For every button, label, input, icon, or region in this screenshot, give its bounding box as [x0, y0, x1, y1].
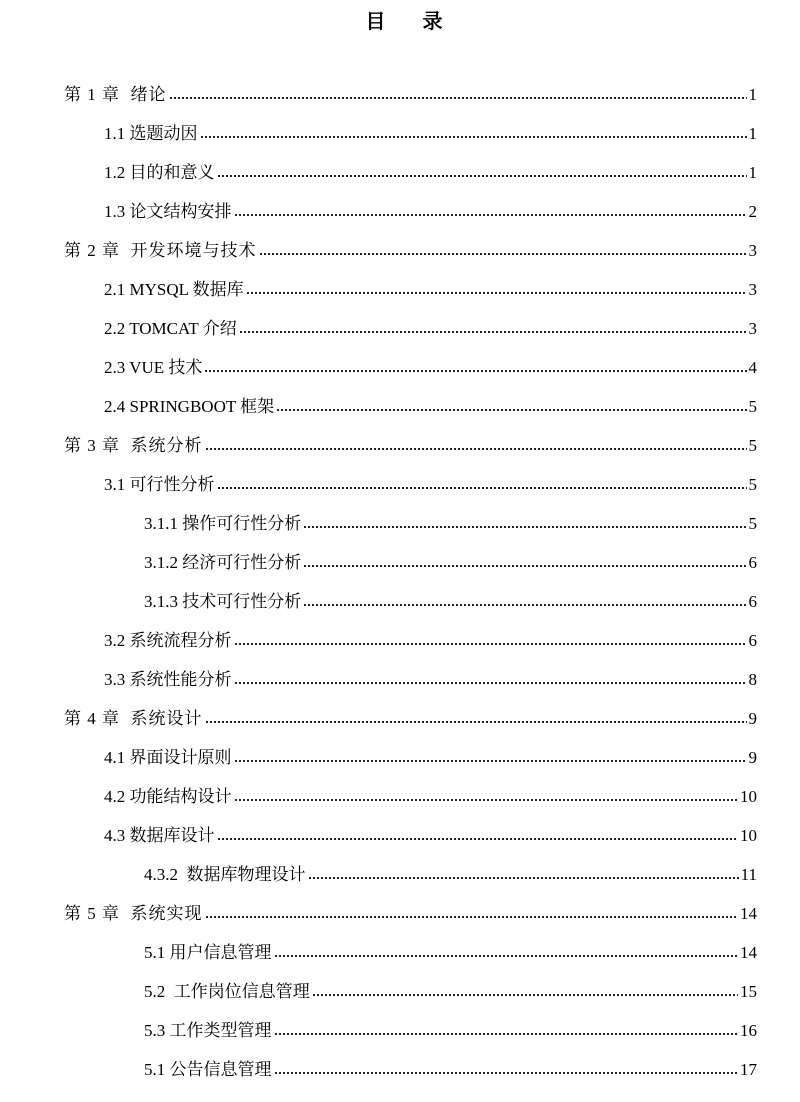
toc-entry-page: 1: [748, 124, 757, 143]
dot-leader: [205, 914, 739, 920]
dot-leader: [217, 485, 747, 491]
dot-leader: [312, 992, 738, 998]
toc-entry-label: 3.1 可行性分析: [104, 475, 215, 494]
toc-entry-3-1-3[interactable]: [0, 582, 800, 621]
toc-entry-page: 14: [740, 904, 757, 923]
toc-entry-label: 第 2 章 开发环境与技术: [64, 241, 257, 260]
toc-entry-label: 1.3 论文结构安排: [104, 202, 232, 221]
toc-entry-page: 15: [740, 982, 757, 1001]
dot-leader: [303, 602, 746, 608]
toc-entry-2-2[interactable]: [0, 309, 800, 348]
toc-entry-page: 6: [748, 553, 757, 572]
dot-leader: [259, 251, 747, 257]
toc-entry-label: 3.1.1 操作可行性分析: [144, 514, 302, 533]
toc-entry-label: 第 4 章 系统设计: [64, 709, 203, 728]
toc-entry-page: 1: [748, 85, 757, 104]
toc-entry-3-1-2[interactable]: [0, 543, 800, 582]
toc-entry-1-3[interactable]: [0, 192, 800, 231]
dot-leader: [205, 719, 747, 725]
toc-entry-ch2[interactable]: [0, 231, 800, 270]
toc-entry-label: 5.1 用户信息管理: [144, 943, 272, 962]
toc-entry-page: 3: [748, 241, 757, 260]
toc-entry-page: 1: [748, 163, 757, 182]
toc-entry-3-3[interactable]: [0, 660, 800, 699]
toc-entry-label: 5.2 工作岗位信息管理: [144, 982, 310, 1001]
dot-leader: [204, 368, 746, 374]
toc-entry-page: 2: [748, 202, 757, 221]
dot-leader: [239, 329, 747, 335]
toc-entry-label: 5.1 公告信息管理: [144, 1060, 272, 1079]
dot-leader: [205, 446, 747, 452]
toc-entry-page: 5: [748, 514, 757, 533]
toc-entry-label: 2.1 MYSQL 数据库: [104, 280, 244, 299]
toc-entry-ch1[interactable]: [0, 75, 800, 114]
toc-entry-page: 6: [748, 592, 757, 611]
toc-entry-page: 3: [748, 280, 757, 299]
toc-list: [0, 75, 800, 1089]
dot-leader: [234, 212, 747, 218]
toc-entry-label: 4.2 功能结构设计: [104, 787, 232, 806]
toc-entry-label: 3.3 系统性能分析: [104, 670, 232, 689]
toc-entry-label: 2.2 TOMCAT 介绍: [104, 319, 237, 338]
toc-entry-page: 9: [748, 709, 757, 728]
toc-entry-4-3-2[interactable]: [0, 855, 800, 894]
dot-leader: [276, 407, 746, 413]
toc-entry-4-1[interactable]: [0, 738, 800, 777]
dot-leader: [234, 758, 747, 764]
toc-entry-label: 2.4 SPRINGBOOT 框架: [104, 397, 275, 416]
toc-entry-5-1b[interactable]: [0, 1050, 800, 1089]
toc-entry-1-2[interactable]: [0, 153, 800, 192]
toc-entry-label: 第 3 章 系统分析: [64, 436, 203, 455]
toc-entry-4-3[interactable]: [0, 816, 800, 855]
toc-entry-3-1-1[interactable]: [0, 504, 800, 543]
dot-leader: [234, 797, 739, 803]
toc-entry-page: 10: [740, 826, 757, 845]
toc-entry-ch4[interactable]: [0, 699, 800, 738]
toc-entry-5-3[interactable]: [0, 1011, 800, 1050]
dot-leader: [217, 173, 747, 179]
toc-entry-label: 3.2 系统流程分析: [104, 631, 232, 650]
dot-leader: [274, 1070, 739, 1076]
toc-entry-page: 10: [740, 787, 757, 806]
toc-entry-page: 5: [748, 436, 757, 455]
toc-entry-page: 5: [748, 475, 757, 494]
toc-entry-5-1[interactable]: [0, 933, 800, 972]
toc-entry-page: 8: [748, 670, 757, 689]
toc-entry-label: 4.1 界面设计原则: [104, 748, 232, 767]
toc-entry-page: 17: [740, 1060, 757, 1079]
toc-entry-2-1[interactable]: [0, 270, 800, 309]
dot-leader: [217, 836, 739, 842]
toc-entry-5-2[interactable]: [0, 972, 800, 1011]
toc-entry-2-4[interactable]: [0, 387, 800, 426]
toc-entry-page: 5: [748, 397, 757, 416]
dot-leader: [303, 524, 746, 530]
toc-entry-page: 16: [740, 1021, 757, 1040]
toc-entry-label: 2.3 VUE 技术: [104, 358, 203, 377]
toc-entry-page: 6: [748, 631, 757, 650]
toc-entry-label: 1.1 选题动因: [104, 124, 198, 143]
toc-entry-ch3[interactable]: [0, 426, 800, 465]
toc-entry-3-2[interactable]: [0, 621, 800, 660]
dot-leader: [234, 641, 747, 647]
toc-entry-label: 5.3 工作类型管理: [144, 1021, 272, 1040]
dot-leader: [303, 563, 746, 569]
dot-leader: [274, 953, 739, 959]
toc-entry-label: 4.3.2 数据库物理设计: [144, 865, 306, 884]
toc-entry-page: 14: [740, 943, 757, 962]
toc-entry-1-1[interactable]: [0, 114, 800, 153]
toc-entry-label: 3.1.3 技术可行性分析: [144, 592, 302, 611]
toc-entry-ch5[interactable]: [0, 894, 800, 933]
toc-entry-3-1[interactable]: [0, 465, 800, 504]
toc-entry-label: 3.1.2 经济可行性分析: [144, 553, 302, 572]
toc-entry-page: 11: [740, 865, 757, 884]
toc-entry-page: 3: [748, 319, 757, 338]
toc-entry-label: 第 1 章 绪论: [64, 85, 167, 104]
dot-leader: [169, 95, 747, 101]
dot-leader: [246, 290, 747, 296]
dot-leader: [200, 134, 747, 140]
dot-leader: [274, 1031, 739, 1037]
toc-entry-label: 4.3 数据库设计: [104, 826, 215, 845]
dot-leader: [234, 680, 747, 686]
toc-title: 目 录: [365, 11, 459, 33]
toc-entry-label: 1.2 目的和意义: [104, 163, 215, 182]
toc-entry-page: 4: [748, 358, 757, 377]
toc-entry-page: 9: [748, 748, 757, 767]
toc-entry-2-3[interactable]: [0, 348, 800, 387]
toc-entry-4-2[interactable]: [0, 777, 800, 816]
toc-entry-label: 第 5 章 系统实现: [64, 904, 203, 923]
dot-leader: [308, 875, 739, 881]
